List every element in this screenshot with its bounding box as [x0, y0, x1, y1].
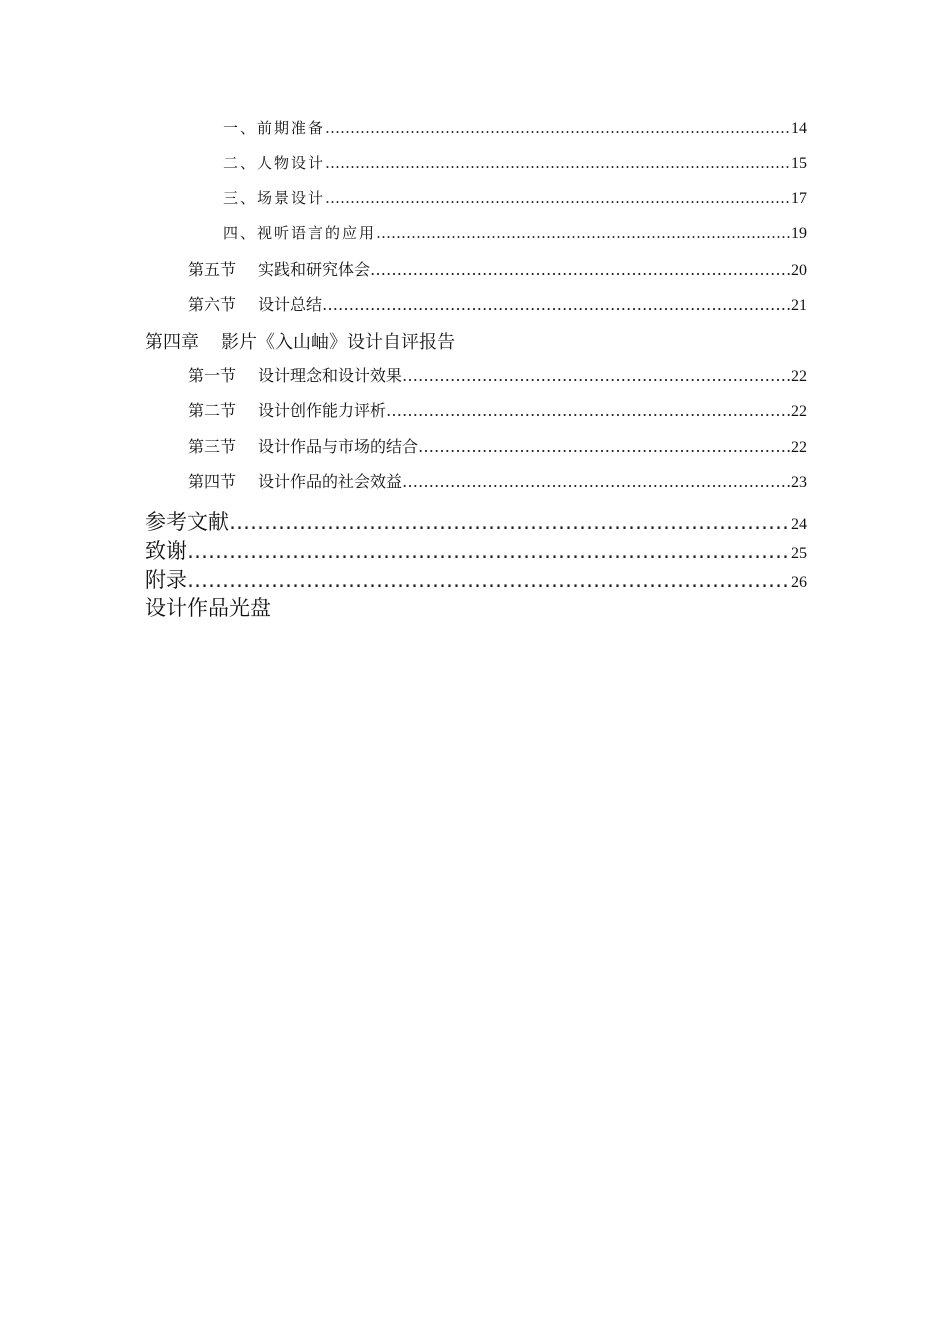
toc-page-number: 20 — [791, 262, 807, 279]
toc-page-number: 24 — [791, 516, 807, 533]
chapter-number: 第四章 — [145, 332, 199, 353]
section-title: 设计总结 — [258, 295, 323, 314]
toc-entry[interactable] — [188, 434, 807, 457]
toc-page-number: 14 — [791, 120, 807, 137]
section-number: 第五节 — [188, 260, 237, 279]
chapter-title: 影片《入山岫》设计自评报告 — [221, 332, 455, 353]
toc-entry-label: 致谢 — [145, 539, 187, 563]
leader-dots — [370, 260, 791, 279]
toc-page-number: 15 — [791, 155, 807, 172]
leader-dots — [187, 568, 791, 592]
section-number: 第四节 — [188, 472, 237, 491]
leader-dots — [325, 119, 791, 137]
toc-page-number: 17 — [791, 190, 807, 207]
section-number: 第一节 — [188, 366, 237, 385]
section-title: 设计作品的社会效益 — [258, 472, 403, 491]
toc-page-number: 23 — [791, 474, 807, 491]
toc-entry[interactable] — [145, 506, 807, 536]
leader-dots — [402, 472, 791, 491]
section-title: 设计理念和设计效果 — [258, 366, 403, 385]
leader-dots — [376, 224, 791, 242]
toc-entry-label — [145, 328, 455, 354]
toc-entry-label — [188, 398, 386, 421]
toc-page-number: 22 — [791, 403, 807, 420]
toc-entry[interactable] — [223, 117, 807, 138]
toc-page-number: 21 — [791, 297, 807, 314]
toc-entry[interactable] — [145, 564, 807, 594]
toc-entry[interactable] — [188, 363, 807, 386]
section-title: 实践和研究体会 — [258, 260, 371, 279]
toc-entry-label: 一、前期准备 — [223, 119, 326, 137]
toc-entry[interactable] — [145, 592, 807, 622]
toc-page-number: 26 — [791, 574, 807, 591]
toc-entry-label: 二、人物设计 — [223, 154, 326, 172]
toc-page-number: 22 — [791, 439, 807, 456]
toc-entry-label: 附录 — [145, 568, 187, 592]
leader-dots — [386, 401, 791, 420]
toc-chapter-heading[interactable] — [145, 328, 807, 354]
toc-page-number: 22 — [791, 368, 807, 385]
toc-entry[interactable] — [223, 222, 807, 243]
toc-entry-label — [188, 363, 402, 386]
toc-entry[interactable] — [188, 398, 807, 421]
toc-entry[interactable] — [223, 152, 807, 173]
section-title: 设计作品与市场的结合 — [258, 437, 419, 456]
toc-entry-label: 参考文献 — [145, 510, 229, 534]
toc-entry[interactable] — [188, 257, 807, 280]
toc-page-number: 19 — [791, 225, 807, 242]
toc-entry[interactable] — [223, 187, 807, 208]
toc-entry[interactable] — [145, 535, 807, 565]
leader-dots — [325, 189, 791, 207]
toc-entry-label — [188, 469, 402, 492]
toc-entry-label: 四、视听语言的应用 — [223, 224, 377, 242]
section-number: 第六节 — [188, 295, 237, 314]
leader-dots — [402, 366, 791, 385]
toc-entry[interactable] — [188, 292, 807, 315]
leader-dots — [322, 295, 791, 314]
toc-entry-label — [188, 257, 370, 280]
toc-entry-label: 设计作品光盘 — [145, 596, 271, 620]
toc-entry-label — [188, 434, 418, 457]
section-number: 第二节 — [188, 401, 237, 420]
toc-entry-label — [188, 292, 322, 315]
toc-page-number: 25 — [791, 545, 807, 562]
section-number: 第三节 — [188, 437, 237, 456]
toc-entry[interactable] — [188, 469, 807, 492]
section-title: 设计创作能力评析 — [258, 401, 387, 420]
leader-dots — [325, 154, 791, 172]
leader-dots — [187, 539, 791, 563]
leader-dots — [418, 437, 791, 456]
leader-dots — [229, 510, 791, 534]
toc-entry-label: 三、场景设计 — [223, 189, 326, 207]
